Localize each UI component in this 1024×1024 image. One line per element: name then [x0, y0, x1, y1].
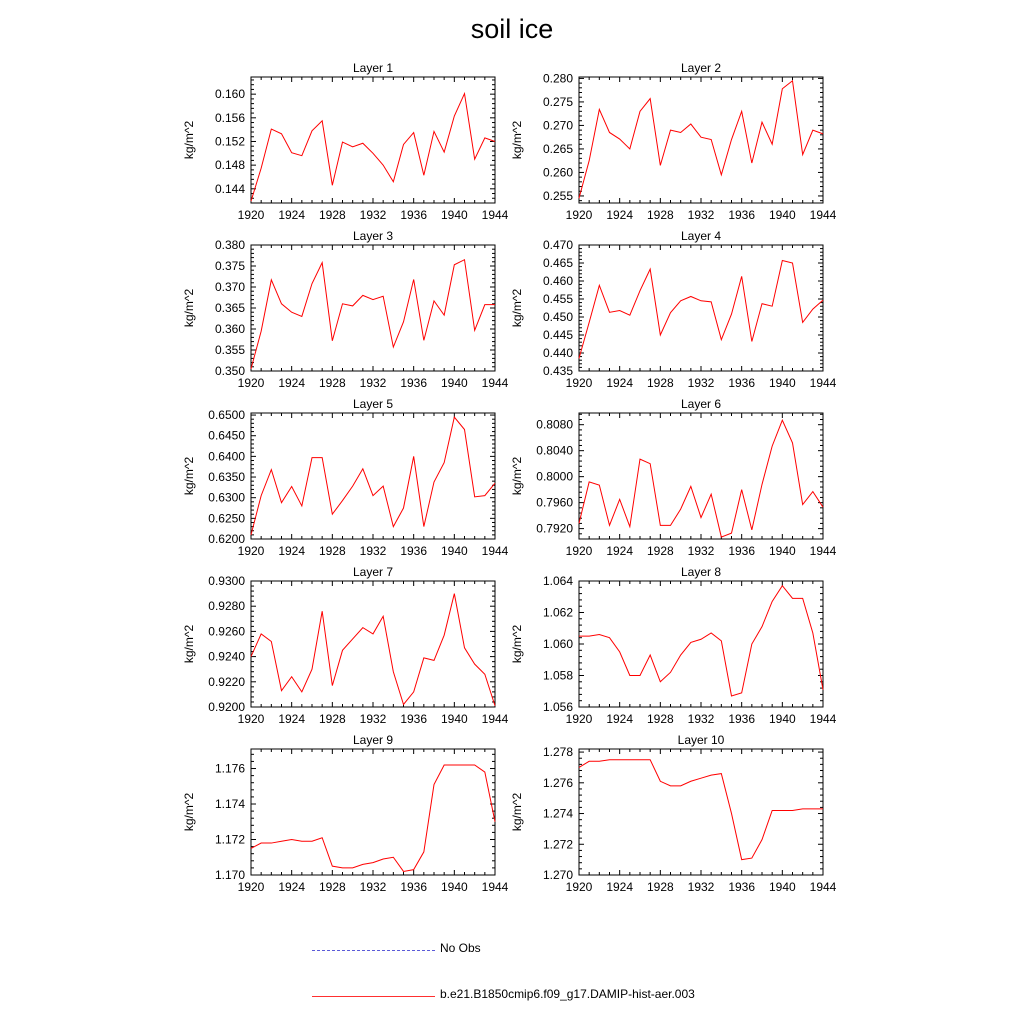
legend-obs-label: No Obs: [440, 941, 481, 955]
layer-9-ylabel: kg/m^2: [182, 792, 196, 832]
layer-3-ylabel: kg/m^2: [182, 288, 196, 328]
layer-10-series-line: [579, 760, 823, 860]
y-tick-label: 0.6450: [208, 428, 245, 443]
y-tick-label: 0.160: [214, 87, 245, 102]
layer-8-ylabel: kg/m^2: [510, 624, 524, 664]
layer-7-ylabel: kg/m^2: [182, 624, 196, 664]
x-tick-label: 1920: [237, 376, 265, 390]
y-tick-label: 1.058: [542, 668, 573, 683]
layer-5-series-line: [251, 417, 495, 535]
y-tick-label: 0.8040: [536, 443, 573, 458]
x-tick-label: 1944: [809, 712, 837, 726]
y-tick-label: 0.350: [214, 364, 245, 378]
layer-3-chart: [182, 229, 509, 390]
x-tick-label: 1928: [318, 544, 346, 558]
y-tick-label: 0.450: [542, 310, 573, 324]
x-tick-label: 1944: [481, 880, 509, 894]
x-tick-label: 1924: [278, 712, 306, 726]
x-tick-label: 1936: [400, 880, 428, 894]
x-tick-label: 1944: [481, 208, 509, 222]
y-tick-label: 0.355: [214, 343, 245, 357]
layer-3-title: Layer 3: [352, 229, 394, 243]
y-tick-label: 0.9200: [208, 700, 245, 714]
x-tick-label: 1944: [809, 544, 837, 558]
y-tick-label: 0.8000: [536, 469, 573, 484]
layer-4-ylabel: kg/m^2: [510, 288, 524, 328]
layer-2-frame: [579, 77, 823, 203]
x-tick-label: 1920: [237, 880, 265, 894]
layer-6-title: Layer 6: [680, 397, 722, 411]
y-tick-label: 0.370: [214, 280, 245, 294]
y-tick-label: 0.9260: [208, 624, 245, 639]
layer-3-frame: [251, 245, 495, 371]
x-tick-label: 1940: [440, 544, 468, 558]
x-tick-label: 1944: [481, 544, 509, 558]
y-tick-label: 0.455: [542, 292, 573, 306]
y-tick-label: 0.280: [542, 71, 573, 86]
layer-1-series-line: [251, 94, 495, 202]
x-tick-label: 1940: [768, 544, 796, 558]
y-tick-label: 0.6500: [208, 408, 245, 423]
x-tick-label: 1940: [768, 208, 796, 222]
legend-obs-line: [312, 950, 435, 951]
y-tick-label: 0.265: [542, 141, 573, 156]
layer-5-frame: [251, 413, 495, 539]
x-tick-label: 1932: [359, 376, 387, 390]
x-tick-label: 1940: [768, 712, 796, 726]
y-tick-label: 0.360: [214, 322, 245, 336]
y-tick-label: 0.270: [542, 118, 573, 133]
x-tick-label: 1924: [606, 208, 634, 222]
layer-5-title: Layer 5: [352, 397, 394, 411]
figure-title: soil ice: [470, 14, 554, 44]
y-tick-label: 1.064: [542, 574, 573, 588]
x-tick-label: 1936: [728, 544, 756, 558]
x-tick-label: 1920: [565, 208, 593, 222]
layer-4-series-line: [579, 260, 823, 358]
layer-9-title: Layer 9: [352, 733, 394, 747]
y-tick-label: 0.435: [542, 364, 573, 378]
x-tick-label: 1932: [687, 712, 715, 726]
x-tick-label: 1944: [481, 712, 509, 726]
x-tick-label: 1936: [400, 208, 428, 222]
layer-8-frame: [579, 581, 823, 707]
layer-3-series-line: [251, 260, 495, 369]
x-tick-label: 1928: [318, 376, 346, 390]
x-tick-label: 1920: [237, 544, 265, 558]
x-tick-label: 1940: [440, 376, 468, 390]
x-tick-label: 1940: [768, 376, 796, 390]
x-tick-label: 1936: [728, 208, 756, 222]
y-tick-label: 0.6300: [208, 490, 245, 505]
layer-2-chart: [510, 61, 837, 222]
x-tick-label: 1940: [440, 712, 468, 726]
layer-8-title: Layer 8: [680, 565, 722, 579]
x-tick-label: 1936: [400, 376, 428, 390]
layer-9-frame: [251, 749, 495, 875]
y-tick-label: 0.465: [542, 256, 573, 270]
x-tick-label: 1940: [440, 880, 468, 894]
layer-2-title: Layer 2: [680, 61, 722, 75]
y-tick-label: 1.272: [542, 837, 573, 852]
legend-model-line: [312, 996, 435, 997]
x-tick-label: 1932: [687, 544, 715, 558]
x-tick-label: 1944: [809, 880, 837, 894]
y-tick-label: 0.9300: [208, 574, 245, 588]
y-tick-label: 1.176: [214, 761, 245, 776]
x-tick-label: 1936: [728, 376, 756, 390]
y-tick-label: 1.276: [542, 775, 573, 790]
x-tick-label: 1924: [606, 376, 634, 390]
layer-7-frame: [251, 581, 495, 707]
layer-7-title: Layer 7: [352, 565, 394, 579]
y-tick-label: 0.460: [542, 274, 573, 288]
x-tick-label: 1920: [237, 208, 265, 222]
x-tick-label: 1932: [359, 208, 387, 222]
layer-2-series-line: [579, 81, 823, 199]
layer-6-series-line: [579, 420, 823, 537]
layer-6-ylabel: kg/m^2: [510, 456, 524, 496]
x-tick-label: 1936: [400, 712, 428, 726]
y-tick-label: 0.6400: [208, 449, 245, 464]
x-tick-label: 1932: [687, 376, 715, 390]
layer-10-title: Layer 10: [677, 733, 725, 747]
y-tick-label: 0.375: [214, 259, 245, 273]
y-tick-label: 0.8080: [536, 417, 573, 432]
y-tick-label: 0.7920: [536, 521, 573, 536]
y-tick-label: 0.255: [542, 188, 573, 203]
x-tick-label: 1944: [809, 376, 837, 390]
y-tick-label: 0.6250: [208, 511, 245, 526]
x-tick-label: 1924: [278, 376, 306, 390]
layer-4-title: Layer 4: [680, 229, 722, 243]
x-tick-label: 1924: [278, 544, 306, 558]
legend-obs: [312, 940, 912, 960]
x-tick-label: 1932: [687, 208, 715, 222]
x-tick-label: 1920: [565, 880, 593, 894]
x-tick-label: 1944: [481, 376, 509, 390]
y-tick-label: 0.6350: [208, 470, 245, 485]
y-tick-label: 1.278: [542, 745, 573, 760]
layer-6-frame: [579, 413, 823, 539]
y-tick-label: 1.170: [214, 868, 245, 882]
x-tick-label: 1932: [359, 712, 387, 726]
y-tick-label: 1.270: [542, 868, 573, 882]
layer-10-ylabel: kg/m^2: [510, 792, 524, 832]
layer-8-series-line: [579, 586, 823, 696]
x-tick-label: 1936: [728, 712, 756, 726]
x-tick-label: 1928: [646, 544, 674, 558]
layer-8-chart: [510, 565, 837, 726]
x-tick-label: 1928: [646, 712, 674, 726]
layer-9-chart: [182, 733, 509, 894]
y-tick-label: 0.365: [214, 301, 245, 315]
layer-5-ylabel: kg/m^2: [182, 456, 196, 496]
x-tick-label: 1928: [646, 208, 674, 222]
layer-1-frame: [251, 77, 495, 203]
y-tick-label: 0.470: [542, 238, 573, 252]
y-tick-label: 0.9280: [208, 599, 245, 614]
y-tick-label: 0.156: [214, 110, 245, 125]
y-tick-label: 1.172: [214, 832, 245, 847]
y-tick-label: 0.152: [214, 134, 245, 149]
layer-4-frame: [579, 245, 823, 371]
x-tick-label: 1936: [728, 880, 756, 894]
x-tick-label: 1940: [440, 208, 468, 222]
y-tick-label: 1.062: [542, 605, 573, 620]
layer-6-chart: [510, 397, 837, 558]
y-tick-label: 1.174: [214, 797, 245, 812]
y-tick-label: 0.260: [542, 165, 573, 180]
layer-1-title: Layer 1: [352, 61, 394, 75]
x-tick-label: 1924: [606, 544, 634, 558]
y-tick-label: 0.144: [214, 181, 245, 196]
y-tick-label: 0.7960: [536, 495, 573, 510]
x-tick-label: 1920: [565, 544, 593, 558]
y-tick-label: 0.9220: [208, 674, 245, 689]
y-tick-label: 0.148: [214, 158, 245, 173]
y-tick-label: 0.6200: [208, 532, 245, 546]
x-tick-label: 1920: [237, 712, 265, 726]
y-tick-label: 0.275: [542, 94, 573, 109]
x-tick-label: 1944: [809, 208, 837, 222]
layer-1-ylabel: kg/m^2: [182, 120, 196, 160]
x-tick-label: 1932: [359, 880, 387, 894]
legend-model: [312, 986, 912, 1006]
layer-10-frame: [579, 749, 823, 875]
x-tick-label: 1928: [646, 376, 674, 390]
x-tick-label: 1920: [565, 712, 593, 726]
y-tick-label: 1.056: [542, 700, 573, 714]
x-tick-label: 1920: [565, 376, 593, 390]
x-tick-label: 1936: [400, 544, 428, 558]
x-tick-label: 1940: [768, 880, 796, 894]
x-tick-label: 1924: [278, 880, 306, 894]
layer-7-chart: [182, 565, 509, 726]
y-tick-label: 1.274: [542, 806, 573, 821]
y-tick-label: 0.9240: [208, 649, 245, 664]
y-tick-label: 0.445: [542, 328, 573, 342]
layer-1-chart: [182, 61, 509, 222]
x-tick-label: 1924: [606, 880, 634, 894]
x-tick-label: 1928: [318, 208, 346, 222]
y-tick-label: 1.060: [542, 637, 573, 651]
x-tick-label: 1928: [646, 880, 674, 894]
y-tick-label: 0.380: [214, 238, 245, 252]
legend-model-label: b.e21.B1850cmip6.f09_g17.DAMIP-hist-aer.003: [440, 987, 695, 1001]
x-tick-label: 1924: [606, 712, 634, 726]
y-tick-label: 0.440: [542, 346, 573, 360]
layer-9-series-line: [251, 765, 495, 871]
layer-2-ylabel: kg/m^2: [510, 120, 524, 160]
layer-5-chart: [182, 397, 509, 558]
layer-10-chart: [510, 733, 837, 894]
x-tick-label: 1928: [318, 712, 346, 726]
x-tick-label: 1932: [359, 544, 387, 558]
x-tick-label: 1928: [318, 880, 346, 894]
layer-4-chart: [510, 229, 837, 390]
x-tick-label: 1924: [278, 208, 306, 222]
x-tick-label: 1932: [687, 880, 715, 894]
layer-7-series-line: [251, 594, 495, 706]
